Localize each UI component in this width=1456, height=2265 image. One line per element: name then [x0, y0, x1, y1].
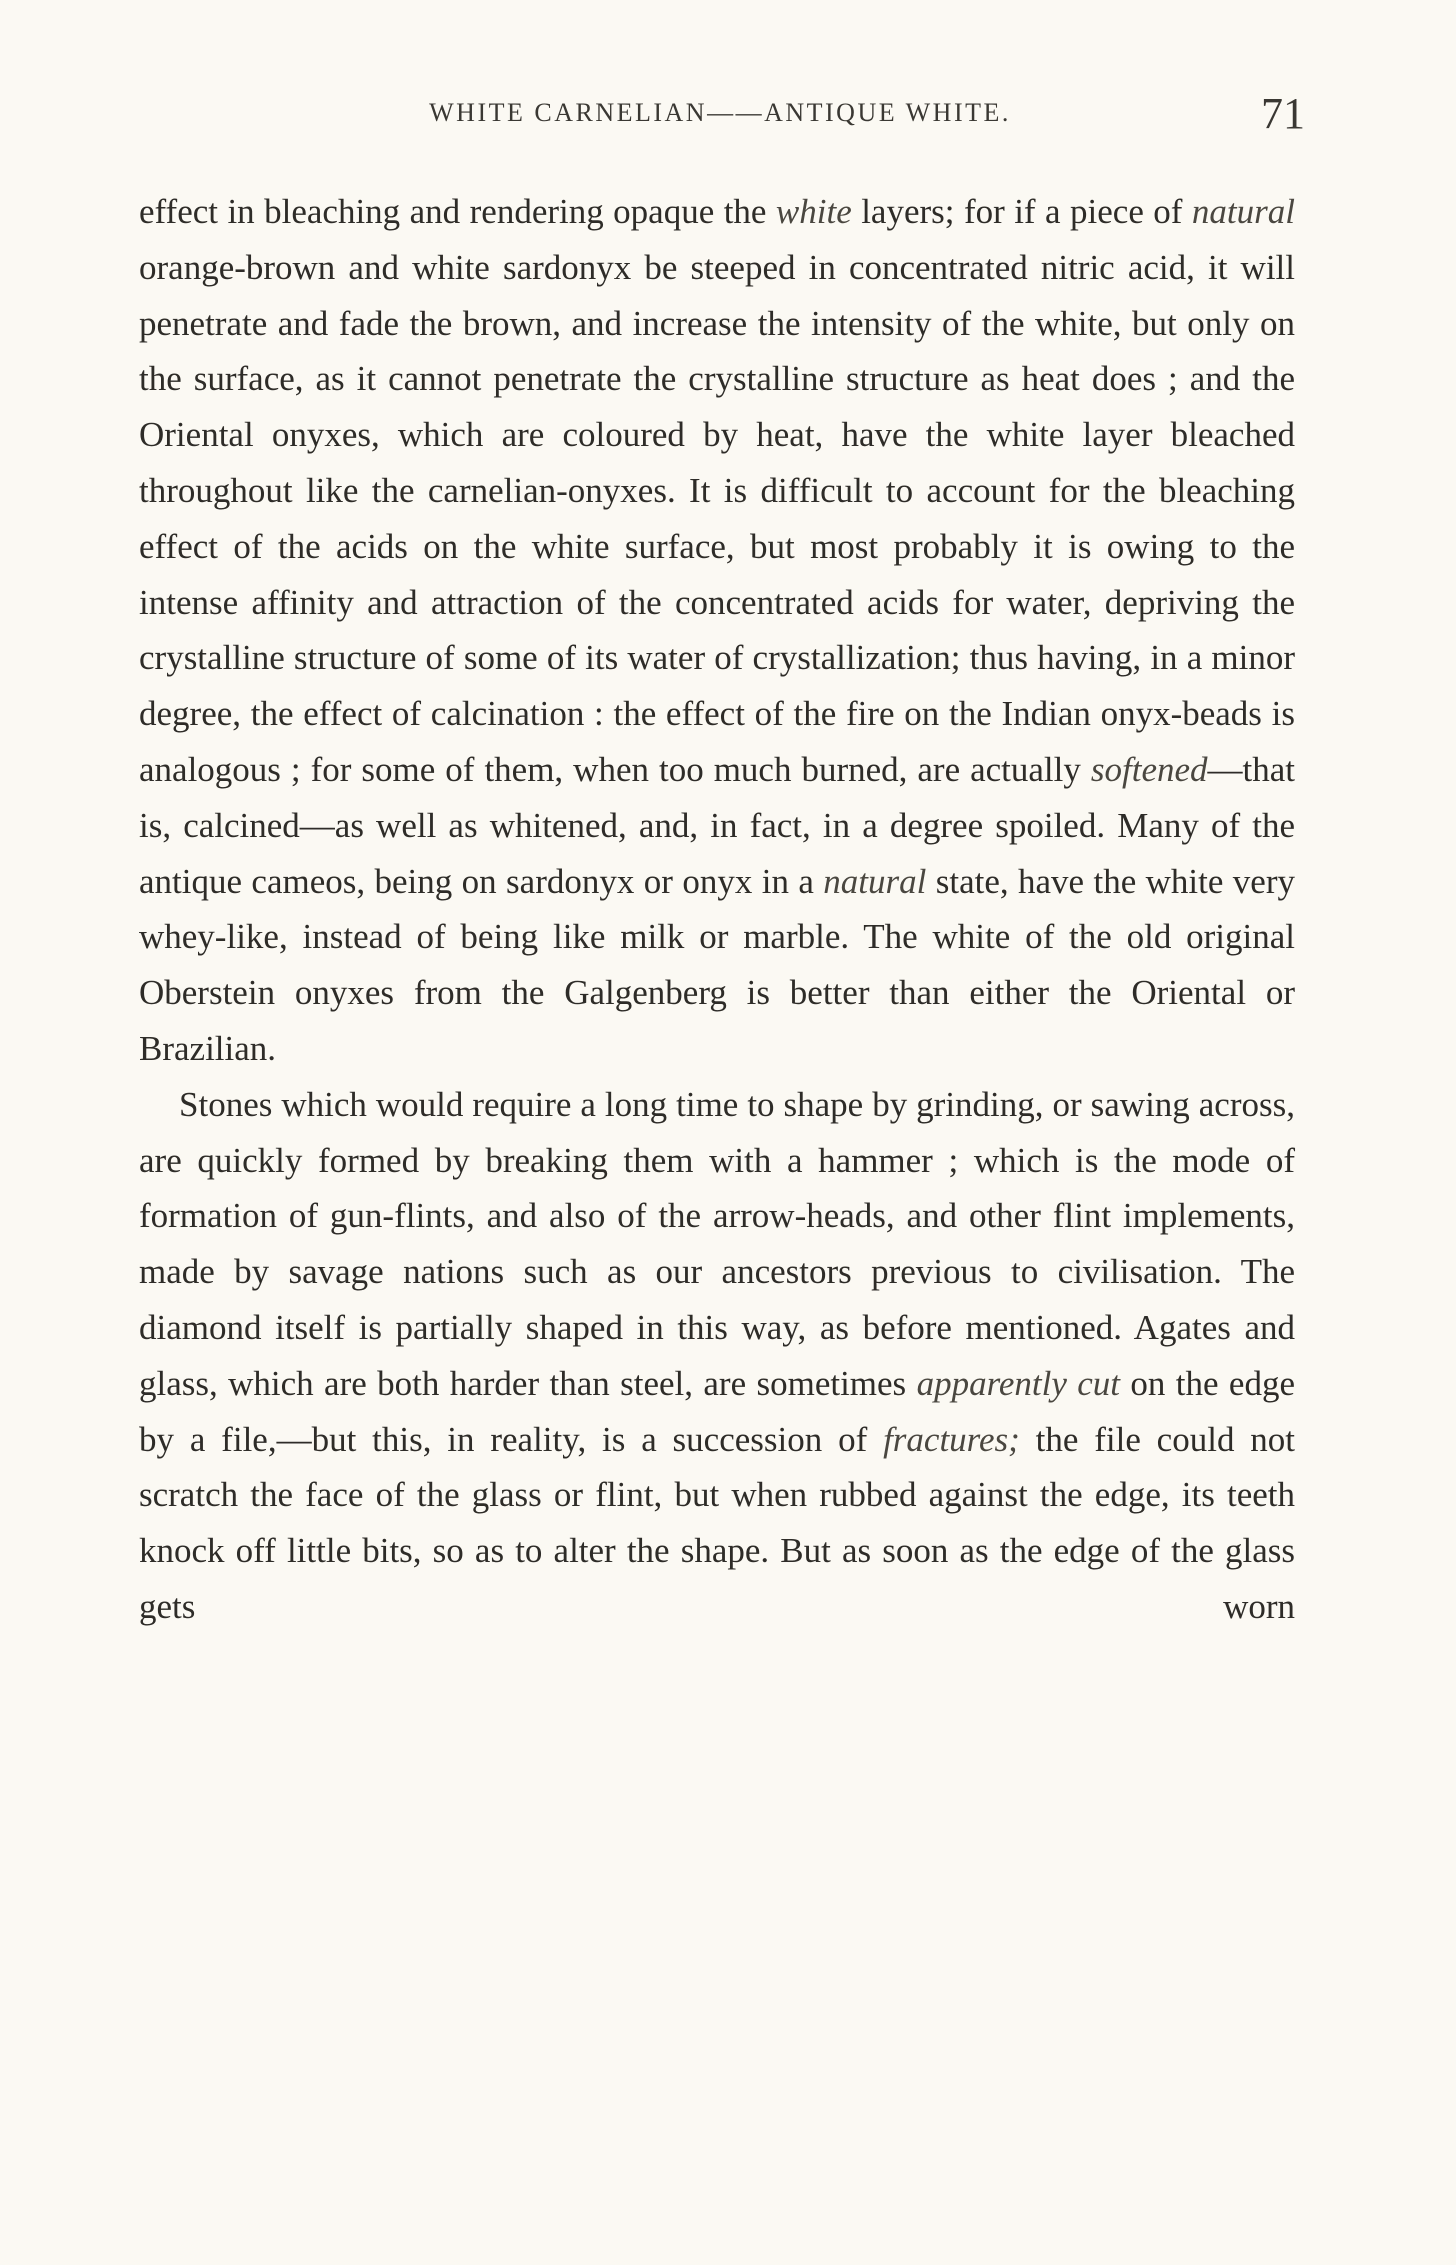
italic-text: apparently cut	[916, 1363, 1121, 1403]
body-text	[139, 184, 1295, 1635]
italic-text: natural	[823, 861, 927, 901]
text-run: orange-brown and white sardonyx be steeped in concentrated nitric acid, it will penetrate and fade the brown, and increase the intensity of the white, but only on the surface, as it cannot penetrate the crystalline structure as heat does ; and the Oriental onyxes, which are coloured by heat, have the white layer bleached throughout like the carnelian-onyxes. It is difficult to account for the bleaching effect of the acids on the white surface, but most probably it is owing to the intense affinity and attraction of the concentrated acids for water, depriving the crystalline structure of some of its water of crystallization; thus having, in a minor degree, the effect of calcination : the effect of the fire on the Indian onyx-beads is analogous ; for some of them, when too much burned, are actually	[139, 247, 1295, 789]
italic-text: natural	[1191, 192, 1295, 231]
paragraph-1	[139, 184, 1295, 1077]
text-run: the file could not scratch the face of the glass or flint, but when rubbed against the edge, its teeth knock off little bits, so as to alter the shape. But as soon as the edge of the glass gets worn	[139, 1419, 1295, 1626]
text-run: on the edge by a file,—but this, in reality, is a succession of	[139, 1363, 1295, 1459]
italic-text: fractures;	[883, 1419, 1020, 1459]
page-number: 71	[1261, 89, 1305, 138]
text-run: state, have the white very whey-like, instead of being like milk or marble. The white of the old original Oberstein onyxes from the Galgenberg is better than either the Oriental or Brazilian.	[139, 861, 1295, 1068]
text-run: layers; for if a piece of	[851, 192, 1192, 231]
text-run: Stones which would require a long time to shape by grinding, or sawing across, are quickly formed by breaking them with a hammer ; which is the mode of formation of gun-flints, and also of the arrow-heads, and other flint implements, made by savage nations such as our ancestors previous to civilisation. The diamond itself is partially shaped in this way, as before mentioned. Agates and glass, which are both harder than steel, are sometimes	[139, 1084, 1295, 1403]
text-run: effect in bleaching and rendering opaque the	[139, 192, 776, 231]
text-run: —that is, calcined—as well as whitened, and, in fact, in a degree spoiled. Many of the antique cameos, being on sardonyx or onyx in a	[139, 749, 1295, 901]
italic-text: white	[775, 192, 852, 231]
paragraph-2	[139, 1077, 1295, 1635]
running-head-title: WHITE CARNELIAN——ANTIQUE WHITE.	[429, 98, 1011, 127]
running-head	[135, 88, 1305, 138]
italic-text: softened	[1090, 749, 1208, 789]
